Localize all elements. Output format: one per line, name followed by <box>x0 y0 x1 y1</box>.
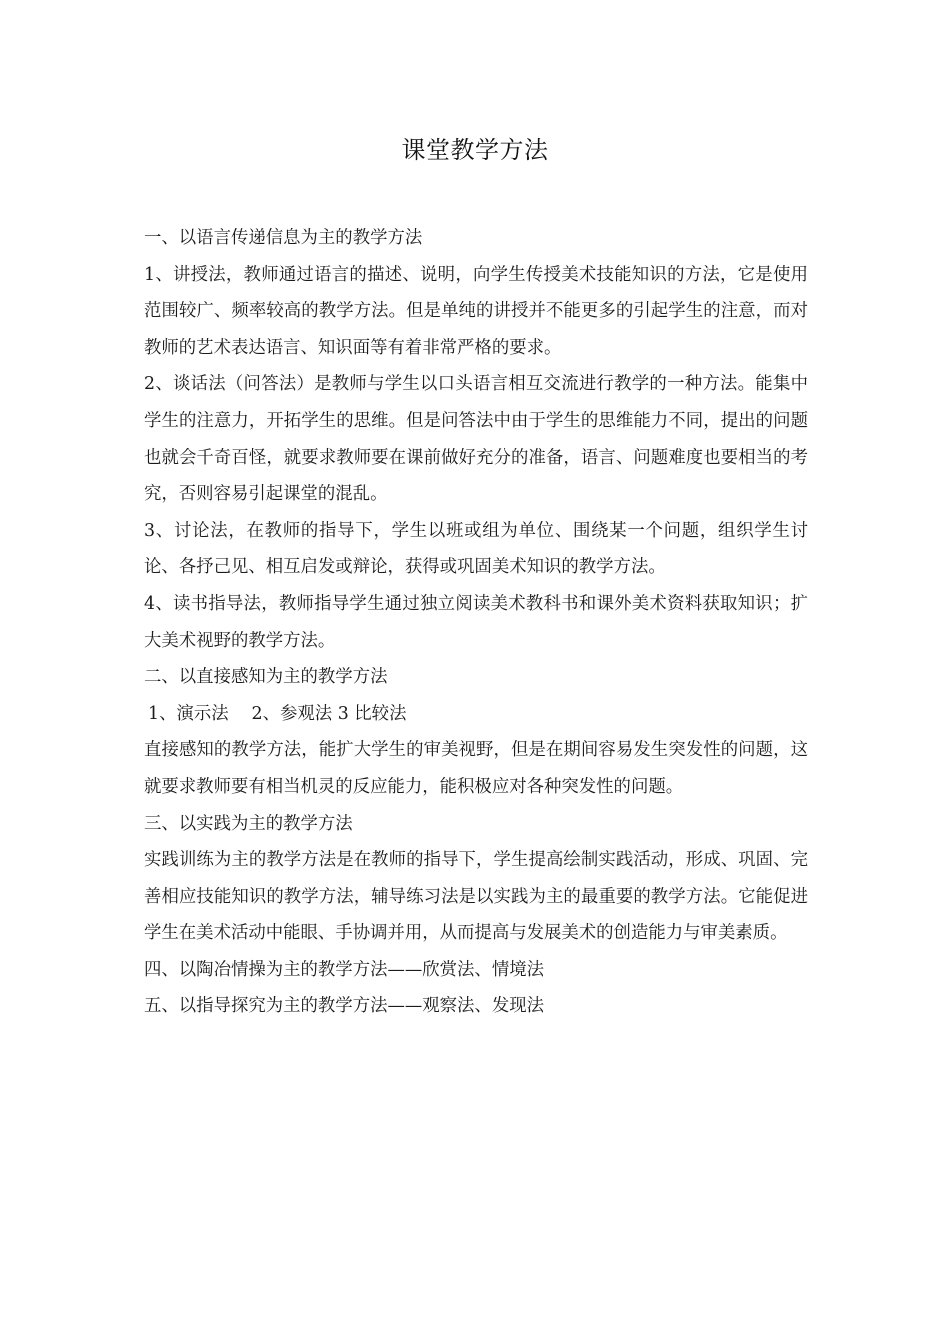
section-heading-3: 三、以实践为主的教学方法 <box>144 813 353 834</box>
document-title: 课堂教学方法 <box>401 136 549 164</box>
paragraph-lecture-method: 1、讲授法，教师通过语言的描述、说明，向学生传授美术技能知识的方法，它是使用范围较广、频率较高的教学方法。但是单纯的讲授并不能更多的引起学生的注意，而对教师的艺术表达语言、知识面等有着非常严格的要求。 <box>144 264 808 358</box>
section-heading-1: 一、以语言传递信息为主的教学方法 <box>144 228 423 248</box>
paragraph-practice-description: 实践训练为主的教学方法是在教师的指导下，学生提高绘制实践活动，形成、巩固、完善相应技能知识的教学方法，辅导练习法是以实践为主的最重要的教学方法。它能促进学生在美术活动中能眼、手协调并用，从而提高与发展美术的创造能力与审美素质。 <box>144 850 808 944</box>
paragraph-reading-guidance-method: 4、读书指导法，教师指导学生通过独立阅读美术教科书和课外美术资料获取知识；扩大美术视野的教学方法。 <box>144 593 808 651</box>
paragraph-conversation-method: 2、谈话法（问答法）是教师与学生以口头语言相互交流进行教学的一种方法。能集中学生的注意力，开拓学生的思维。但是问答法中由于学生的思维能力不同，提出的问题也就会千奇百怪，就要求教师要在课前做好充分的准备，语言、问题难度也要相当的考究，否则容易引起课堂的混乱。 <box>144 374 808 505</box>
paragraph-perception-description: 直接感知的教学方法，能扩大学生的审美视野，但是在期间容易发生突发性的问题，这就要求教师要有相当机灵的反应能力，能积极应对各种突发性的问题。 <box>144 740 808 797</box>
section-heading-2: 二、以直接感知为主的教学方法 <box>144 667 388 688</box>
section-heading-4: 四、以陶冶情操为主的教学方法——欣赏法、情境法 <box>144 959 544 980</box>
paragraph-perception-methods-list: 1、演示法 2、参观法 3 比较法 <box>148 703 407 724</box>
paragraph-discussion-method: 3、讨论法，在教师的指导下，学生以班或组为单位、围绕某一个问题，组织学生讨论、各抒己见、相互启发或辩论，获得或巩固美术知识的教学方法。 <box>144 520 808 578</box>
document-body <box>144 220 808 1025</box>
section-heading-5: 五、以指导探究为主的教学方法——观察法、发现法 <box>144 996 544 1017</box>
